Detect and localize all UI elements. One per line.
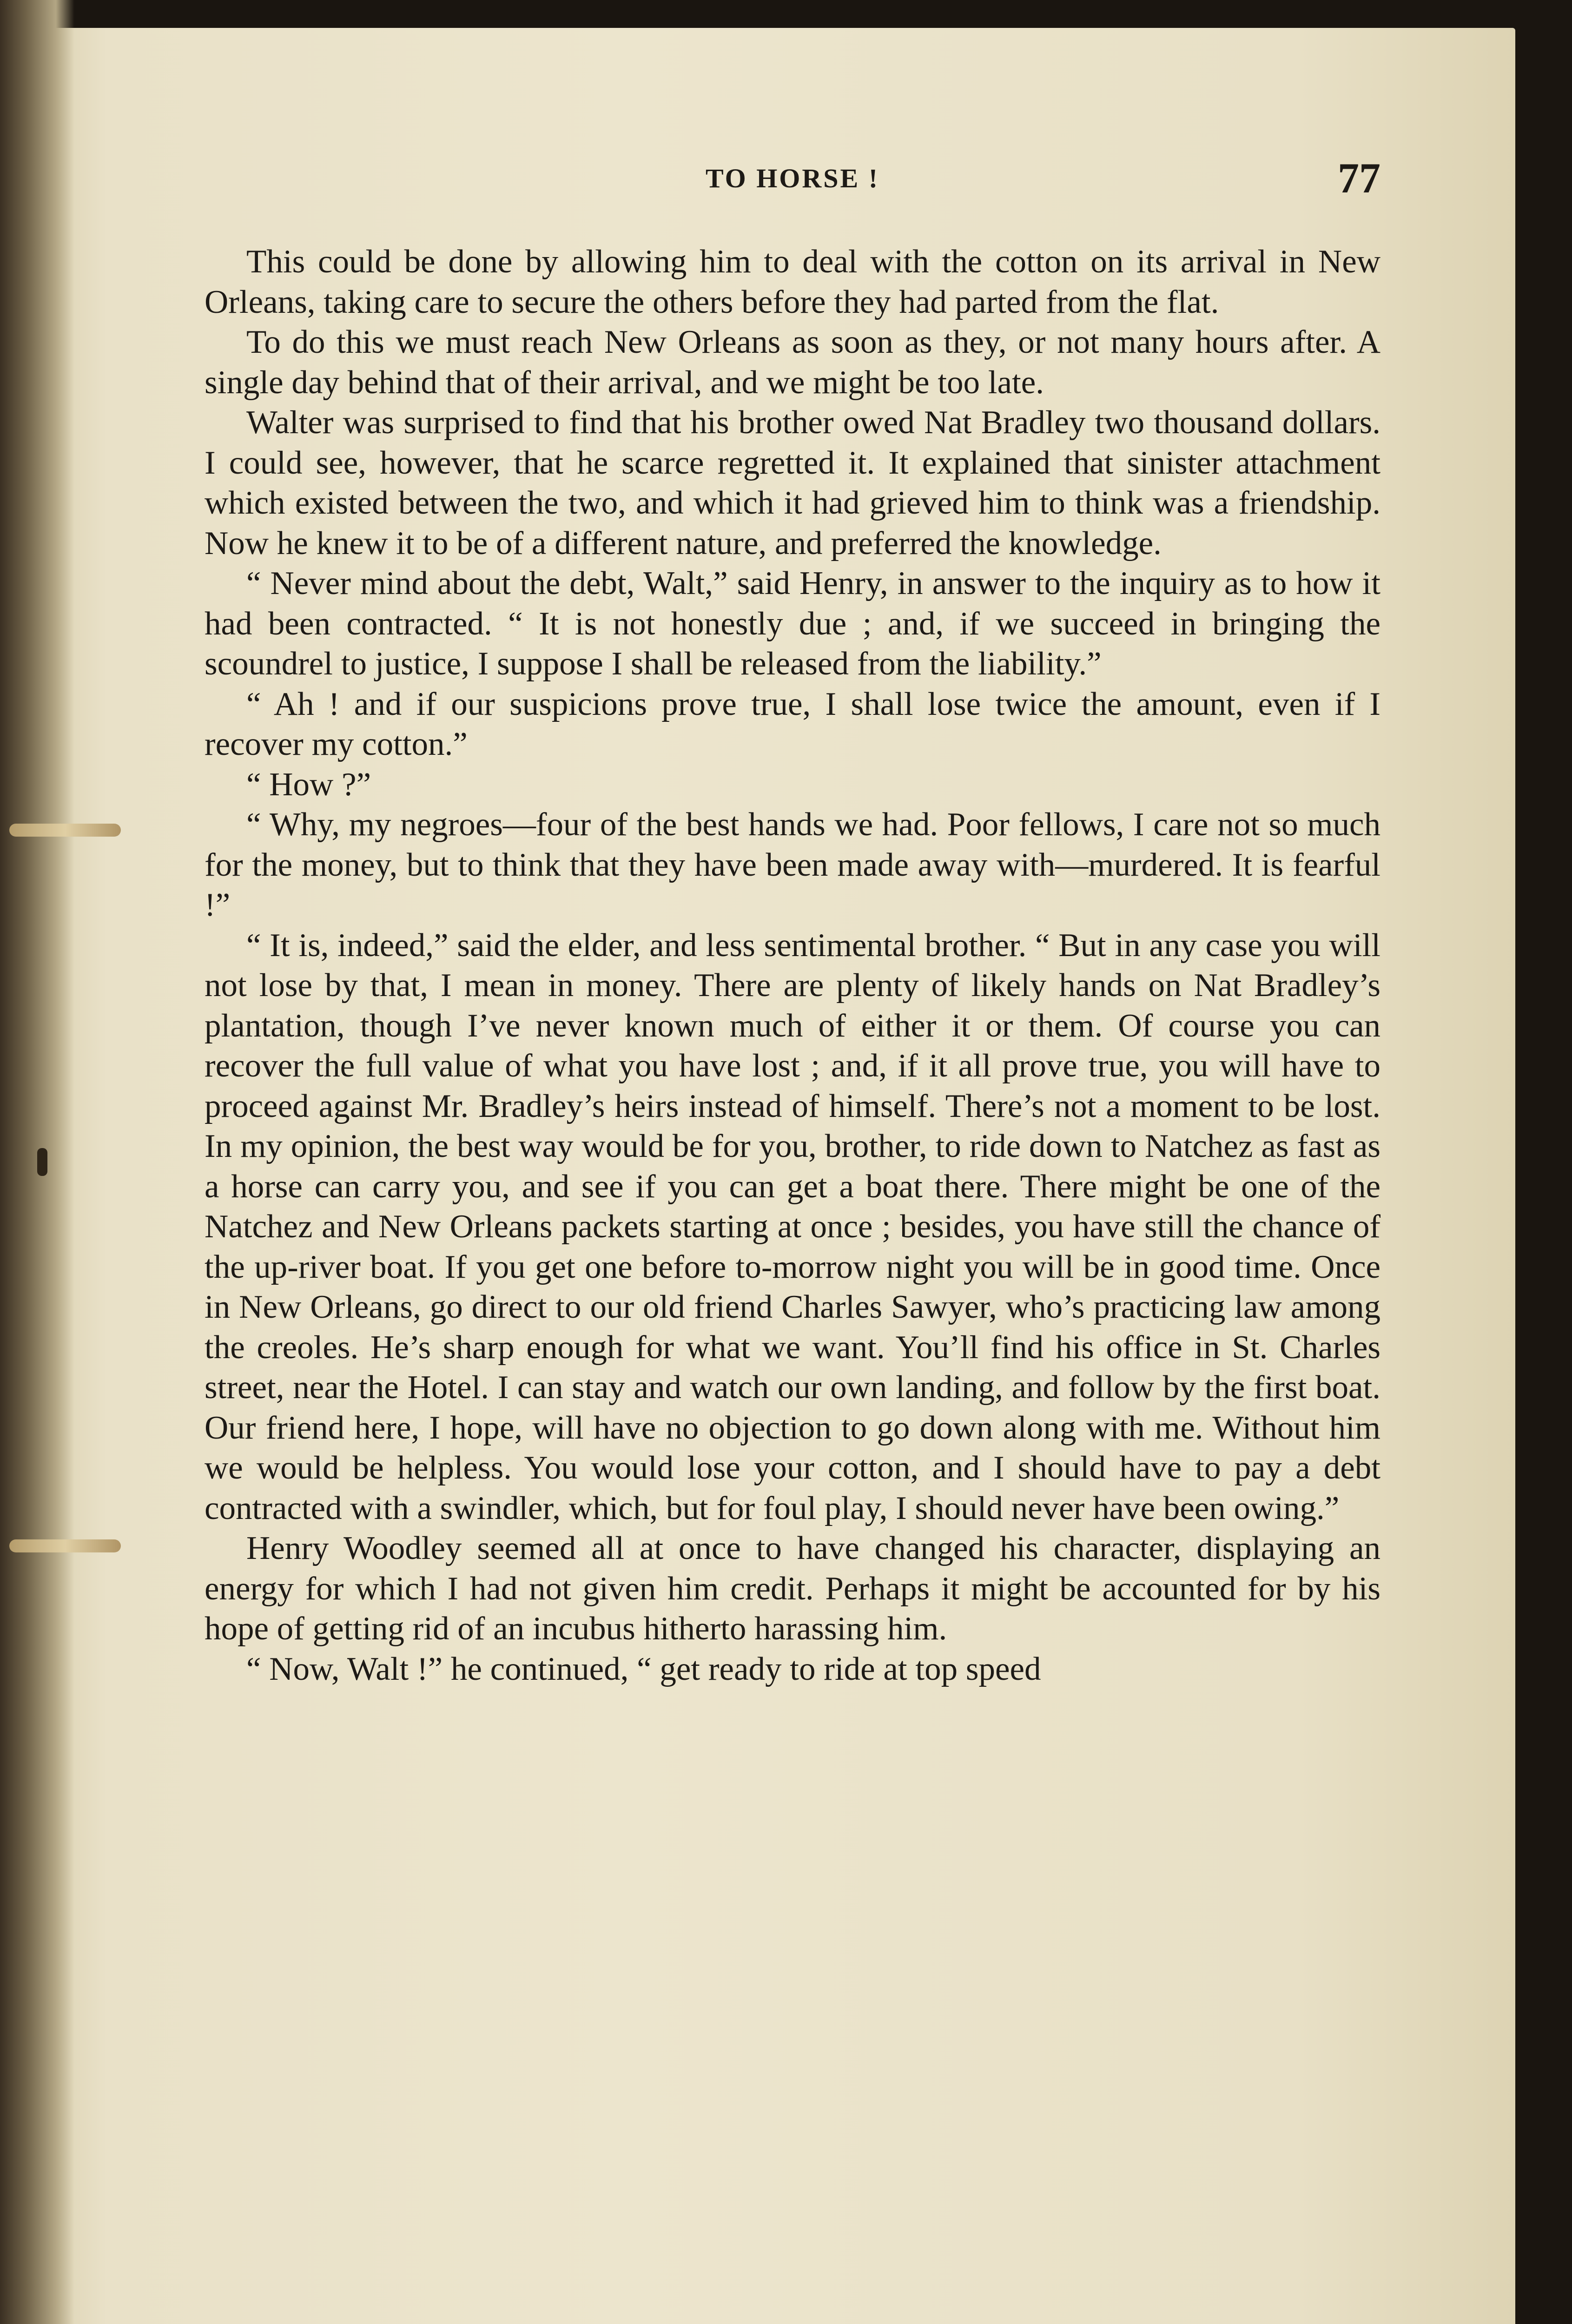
page-header [205,153,1380,209]
binding-thread [9,824,121,837]
paragraph: To do this we must reach New Orleans as soon as they, or not many hours after. A single day behind that of their arrival, and we might be too late. [205,324,1380,401]
running-head: TO HORSE ! [705,163,880,193]
paragraph: “ How ?” [246,766,371,803]
paragraph: “ Never mind about the debt, Walt,” said Henry, in answer to the inquiry as to how it had been contracted. “ It is not honestly due ; and, if we succeed in bringing the scoundrel to justice, I suppose I shall be released from the liability.” [205,565,1380,682]
paragraph: “ Now, Walt !” he continued, “ get ready to ride at top speed [246,1651,1041,1687]
binding-mark [37,1148,47,1176]
paragraph: “ It is, indeed,” said the elder, and less sentimental brother. “ But in any case you will not lose by that, I mean in money. There are plenty of likely hands on Nat Bradley’s plantation, though I’ve never known much of either it or them. Of course you can recover the full value of what you have lost ; and, if it all prove true, you will have to proceed against Mr. Bradley’s heirs instead of himself. There’s not a moment to be lost. In my opinion, the best way would be for you, brother, to ride down to Natchez as fast as a horse can carry you, and see if you can get a boat there. There might be one of the Natchez and New Orleans packets starting at once ; besides, you have still the chance of the up-river boat. If you get one before to-morrow night you will be in good time. Once in New Orleans, go direct to our old friend Charles Sawyer, who’s practicing law among the creoles. He’s sharp enough for what we want. You’ll find his office in St. Charles street, near the Hotel. I can stay and watch our own landing, and follow by the first boat. Our friend here, I hope, will have no objection to go down along with me. Without him we would be helpless. You would lose your cotton, and I should have to pay a debt contracted with a swindler, which, but for foul play, I should never have been owing.” [205,927,1380,1526]
paragraph: Walter was surprised to find that his brother owed Nat Bradley two thousand dollars. I could see, however, that he scarce regretted it. It explained that sinister attachment which existed between the two, and which it had grieved him to think was a friendship. Now he knew it to be of a different nature, and preferred the knowledge. [205,404,1380,561]
paragraph: “ Why, my negroes—four of the best hands we had. Poor fellows, I care not so much for the money, but to think that they have been made away with—murdered. It is fearful !” [205,806,1380,923]
body-text [205,242,1380,1689]
paragraph: This could be done by allowing him to deal with the cotton on its arrival in New Orleans, taking care to secure the others before they had parted from the flat. [205,244,1380,320]
paragraph: “ Ah ! and if our suspicions prove true, I shall lose twice the amount, even if I recover my cotton.” [205,686,1380,762]
page-number: 77 [1338,154,1380,202]
paragraph: Henry Woodley seemed all at once to have changed his character, displaying an energy for which I had not given him credit. Perhaps it might be accounted for by his hope of getting rid of an incubus hitherto harassing him. [205,1530,1380,1647]
binding-thread [9,1539,121,1552]
